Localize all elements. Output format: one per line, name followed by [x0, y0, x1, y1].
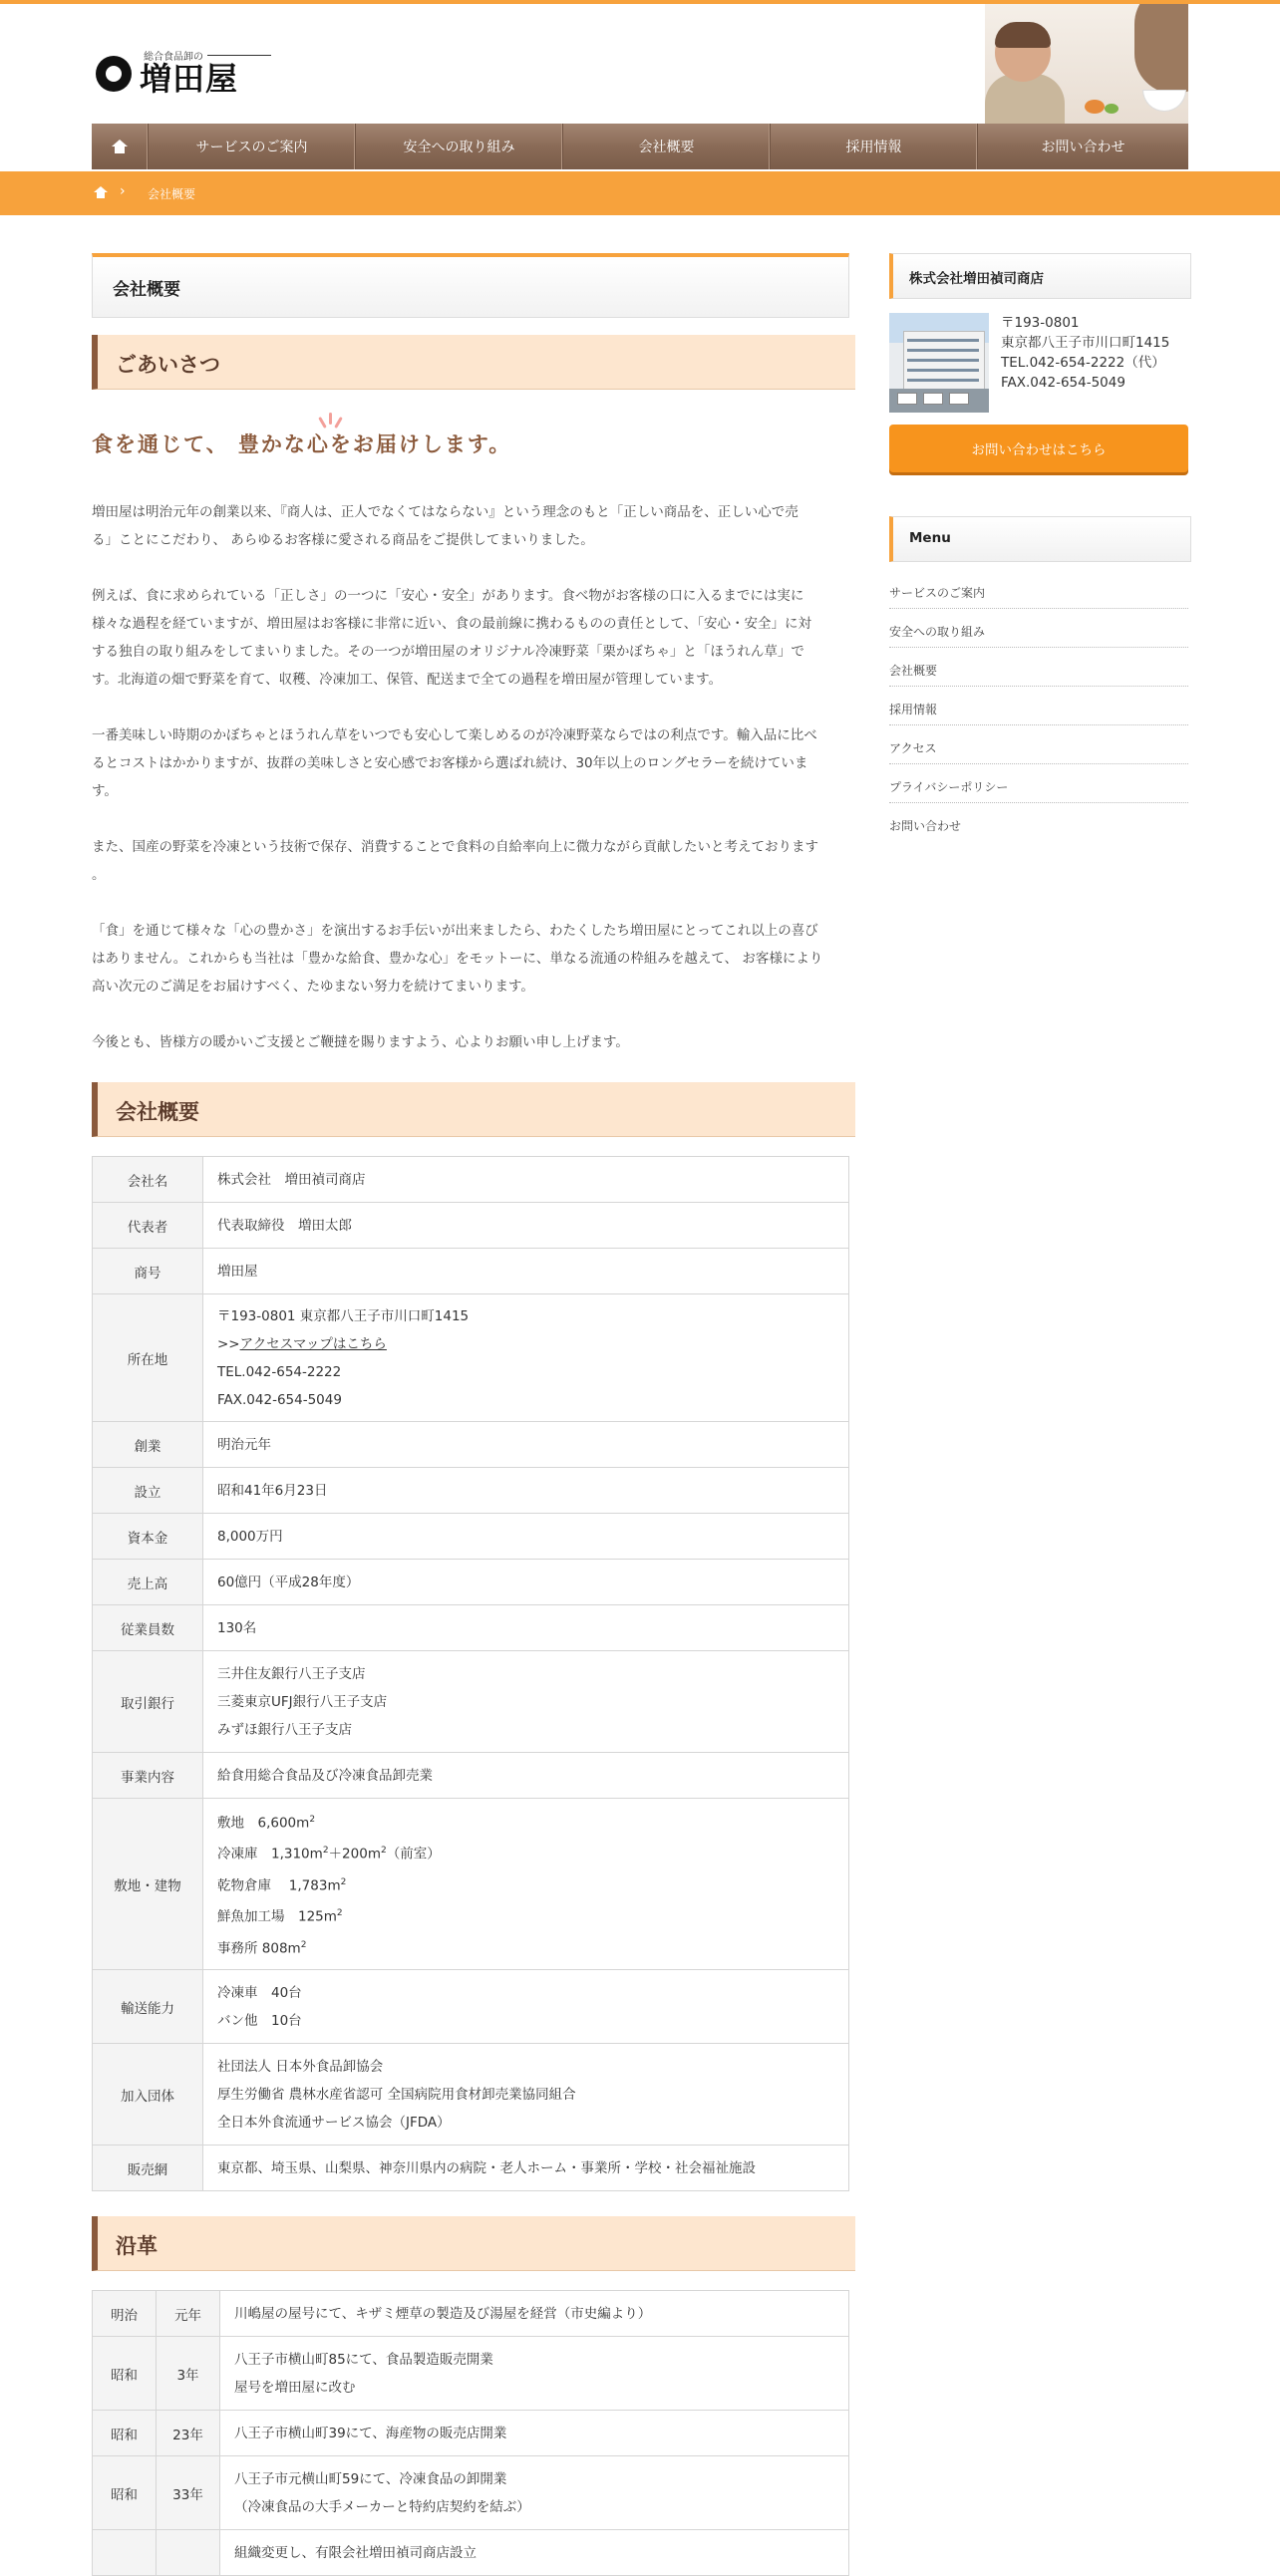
table-row [93, 1203, 849, 1249]
nav-item-contact[interactable]: お問い合わせ [1041, 140, 1125, 155]
row-label: 敷地・建物 [93, 1799, 203, 1970]
overview-heading [92, 1082, 855, 1137]
header-photo [985, 4, 1188, 124]
row-value: 〒193-0801 東京都八王子市川口町1415 >>アクセスマップはこちら TEL.042-654-2222 FAX.042-654-5049 [203, 1294, 849, 1422]
table-row [93, 2456, 849, 2530]
history-event: 八王子市元横山町59にて、冷凍食品の卸開業 （冷凍食品の大手メーカーと特約店契約を結ぶ） [220, 2456, 849, 2530]
row-label: 加入団体 [93, 2044, 203, 2146]
history-era: 明治 [93, 2291, 157, 2337]
page-title: 会社概要 [113, 280, 180, 300]
row-label: 事業内容 [93, 1753, 203, 1799]
greeting-catchphrase: 食を通じて、 豊かな心をお届けします。 [92, 432, 512, 456]
sidebar-company-heading-text: 株式会社増田禎司商店 [909, 271, 1044, 287]
history-event: 八王子市横山町85にて、食品製造販売開業 屋号を増田屋に改む [220, 2337, 849, 2411]
row-value: 社団法人 日本外食品卸協会 厚生労働省 農林水産省認可 全国病院用食材卸売業協同組合 全日本外食流通サービス協会（JFDA） [203, 2044, 849, 2146]
table-row [93, 1157, 849, 1203]
table-row [93, 1970, 849, 2044]
sidebar-menu-contact[interactable]: お問い合わせ [889, 819, 962, 833]
history-year: 23年 [157, 2411, 220, 2456]
row-label: 設立 [93, 1468, 203, 1514]
table-row [93, 1605, 849, 1651]
contact-button[interactable]: お問い合わせはこちら [889, 425, 1188, 472]
table-row [93, 2291, 849, 2337]
row-label: 取引銀行 [93, 1651, 203, 1753]
table-row [93, 1422, 849, 1468]
greeting-paragraph: また、国産の野菜を冷凍という技術で保存、消費することで食料の自給率向上に微力ながら貢献したいと考えております 。 [92, 839, 818, 883]
nav-item-services[interactable]: サービスのご案内 [149, 124, 356, 169]
breadcrumb-home-icon[interactable] [94, 186, 108, 198]
history-event: 川嶋屋の屋号にて、キザミ煙草の製造及び湯屋を経営（市史編より） [220, 2291, 849, 2337]
breadcrumb [0, 171, 1280, 215]
row-label: 販売網 [93, 2146, 203, 2191]
access-map-link[interactable]: アクセスマップはこちら [239, 1335, 387, 1352]
history-table [92, 2290, 849, 2576]
greeting-paragraph: 「食」を通じて様々な「心の豊かさ」を演出するお手伝いが出来ましたら、わたくしたち増田屋にとってこれ以上の喜び はありません。これからも当社は「豊かな給食、豊かな心」をモットーに、単なる流通の枠組みを越えて、 お客様により 高い次元のご満足をお届けすべく、たゆまない努力を続けてまいります。 [92, 923, 823, 995]
company-overview-table [92, 1156, 849, 2191]
table-row [93, 1651, 849, 1753]
row-label: 所在地 [93, 1294, 203, 1422]
sidebar-menu-access[interactable]: アクセス [889, 725, 1188, 764]
row-label: 輸送能力 [93, 1970, 203, 2044]
row-value: 株式会社 増田禎司商店 [203, 1157, 849, 1203]
site-header [0, 4, 1280, 124]
history-event: 組織変更し、有限会社増田禎司商店設立 [220, 2530, 849, 2576]
table-row [93, 2411, 849, 2456]
history-year: 33年 [157, 2456, 220, 2530]
history-heading-text: 沿革 [116, 2234, 158, 2258]
row-value: 130名 [203, 1605, 849, 1651]
history-year: 元年 [157, 2291, 220, 2337]
row-value: 明治元年 [203, 1422, 849, 1468]
row-value: 増田屋 [203, 1249, 849, 1294]
greeting-paragraph: 例えば、食に求められている「正しさ」の一つに「安心・安全」があります。食べ物がお客様の口に入るまでには実に 様々な過程を経ていますが、増田屋はお客様に非常に近い、食の最前線に携わるものの責任として、「安心・安全」に対 する独自の取り組みをしてまいりました。その一つが増田屋のオリジナル冷凍野菜「栗かぼちゃ」と「ほうれん草」で す。北海道の畑で野菜を育て、収穫、冷凍加工、保管、配送まで全ての過程を増田屋が管理しています。 [92, 588, 811, 688]
row-label: 資本金 [93, 1514, 203, 1560]
row-value: 代表取締役 増田太郎 [203, 1203, 849, 1249]
table-row [93, 1249, 849, 1294]
history-era: 昭和 [93, 2337, 157, 2411]
table-row [93, 2044, 849, 2146]
table-row [93, 1468, 849, 1514]
row-label: 創業 [93, 1422, 203, 1468]
sidebar-menu-safety[interactable]: 安全への取り組み [889, 609, 1188, 648]
row-value: 給食用総合食品及び冷凍食品卸売業 [203, 1753, 849, 1799]
logo-tagline: 総合食品卸の [144, 52, 203, 63]
home-icon [112, 140, 128, 153]
company-building-photo [889, 313, 989, 413]
table-row [93, 1799, 849, 1970]
history-heading [92, 2216, 855, 2271]
history-event: 八王子市横山町39にて、海産物の販売店開業 [220, 2411, 849, 2456]
sidebar-menu-company[interactable]: 会社概要 [889, 648, 1188, 687]
nav-item-safety[interactable]: 安全への取り組み [356, 124, 563, 169]
history-era [93, 2530, 157, 2576]
table-row [93, 2337, 849, 2411]
row-label: 会社名 [93, 1157, 203, 1203]
row-value: 冷凍車 40台 バン他 10台 [203, 1970, 849, 2044]
logo-name: 増田屋 [140, 60, 239, 98]
row-value: 60億円（平成28年度） [203, 1560, 849, 1605]
table-row [93, 2146, 849, 2191]
row-label: 従業員数 [93, 1605, 203, 1651]
sidebar-company-heading [889, 253, 1191, 299]
row-label: 売上高 [93, 1560, 203, 1605]
table-row [93, 1753, 849, 1799]
table-row [93, 1560, 849, 1605]
overview-heading-text: 会社概要 [116, 1100, 199, 1124]
history-era: 昭和 [93, 2456, 157, 2530]
sidebar-menu-privacy[interactable]: プライバシーポリシー [889, 764, 1188, 803]
site-logo[interactable] [94, 42, 283, 102]
sparkle-icon [319, 411, 343, 427]
logo-mark-icon [96, 56, 132, 92]
greeting-heading-text: ごあいさつ [116, 353, 220, 377]
history-year [157, 2530, 220, 2576]
sidebar-menu-heading [889, 516, 1191, 562]
nav-item-recruit[interactable]: 採用情報 [771, 124, 978, 169]
row-value: 8,000万円 [203, 1514, 849, 1560]
page-title-box [92, 253, 849, 318]
breadcrumb-separator: › [120, 183, 126, 199]
global-nav [92, 124, 1188, 169]
greeting-heading [92, 335, 855, 390]
greeting-paragraph: 一番美味しい時期のかぼちゃとほうれん草をいつでも安心して楽しめるのが冷凍野菜ならではの利点です。輸入品に比べ るとコストはかかりますが、抜群の美味しさと安心感でお客様から選ばれ続け、30年以上のロングセラーを続けていま す。 [92, 727, 817, 799]
nav-home[interactable] [92, 124, 149, 169]
nav-item-company[interactable]: 会社概要 [563, 124, 771, 169]
table-row [93, 1514, 849, 1560]
sidebar-menu-services[interactable]: サービスのご案内 [889, 570, 1188, 609]
table-row [93, 2530, 849, 2576]
greeting-paragraph: 増田屋は明治元年の創業以来、『商人は、正人でなくてはならない』という理念のもと「正しい商品を、正しい心で売 る」ことにこだわり、 あらゆるお客様に愛される商品をご提供してまいりました。 [92, 504, 799, 548]
row-value: 東京都、埼玉県、山梨県、神奈川県内の病院・老人ホーム・事業所・学校・社会福祉施設 [203, 2146, 849, 2191]
sidebar-address: 〒193-0801 東京都八王子市川口町1415 TEL.042-654-2222（代） FAX.042-654-5049 [1001, 315, 1170, 391]
sidebar-menu-recruit[interactable]: 採用情報 [889, 687, 1188, 725]
breadcrumb-current: 会社概要 [148, 187, 196, 201]
sidebar-menu-heading-text: Menu [909, 530, 951, 546]
row-label: 商号 [93, 1249, 203, 1294]
history-year: 3年 [157, 2337, 220, 2411]
row-value: 敷地 $6,600m^2$ 冷凍庫 $1,310m^2+200m^2$（前室） 乾物倉庫 $1,783m^2$ 鮮魚加工場 $125m^2$ 事務所 $808m^2$ [203, 1799, 849, 1970]
row-value: 三井住友銀行八王子支店 三菱東京UFJ銀行八王子支店 みずほ銀行八王子支店 [203, 1651, 849, 1753]
row-value: 昭和41年6月23日 [203, 1468, 849, 1514]
table-row [93, 1294, 849, 1422]
greeting-paragraph: 今後とも、皆様方の暖かいご支援とご鞭撻を賜りますよう、心よりお願い申し上げます。 [92, 1034, 629, 1050]
row-label: 代表者 [93, 1203, 203, 1249]
history-era: 昭和 [93, 2411, 157, 2456]
